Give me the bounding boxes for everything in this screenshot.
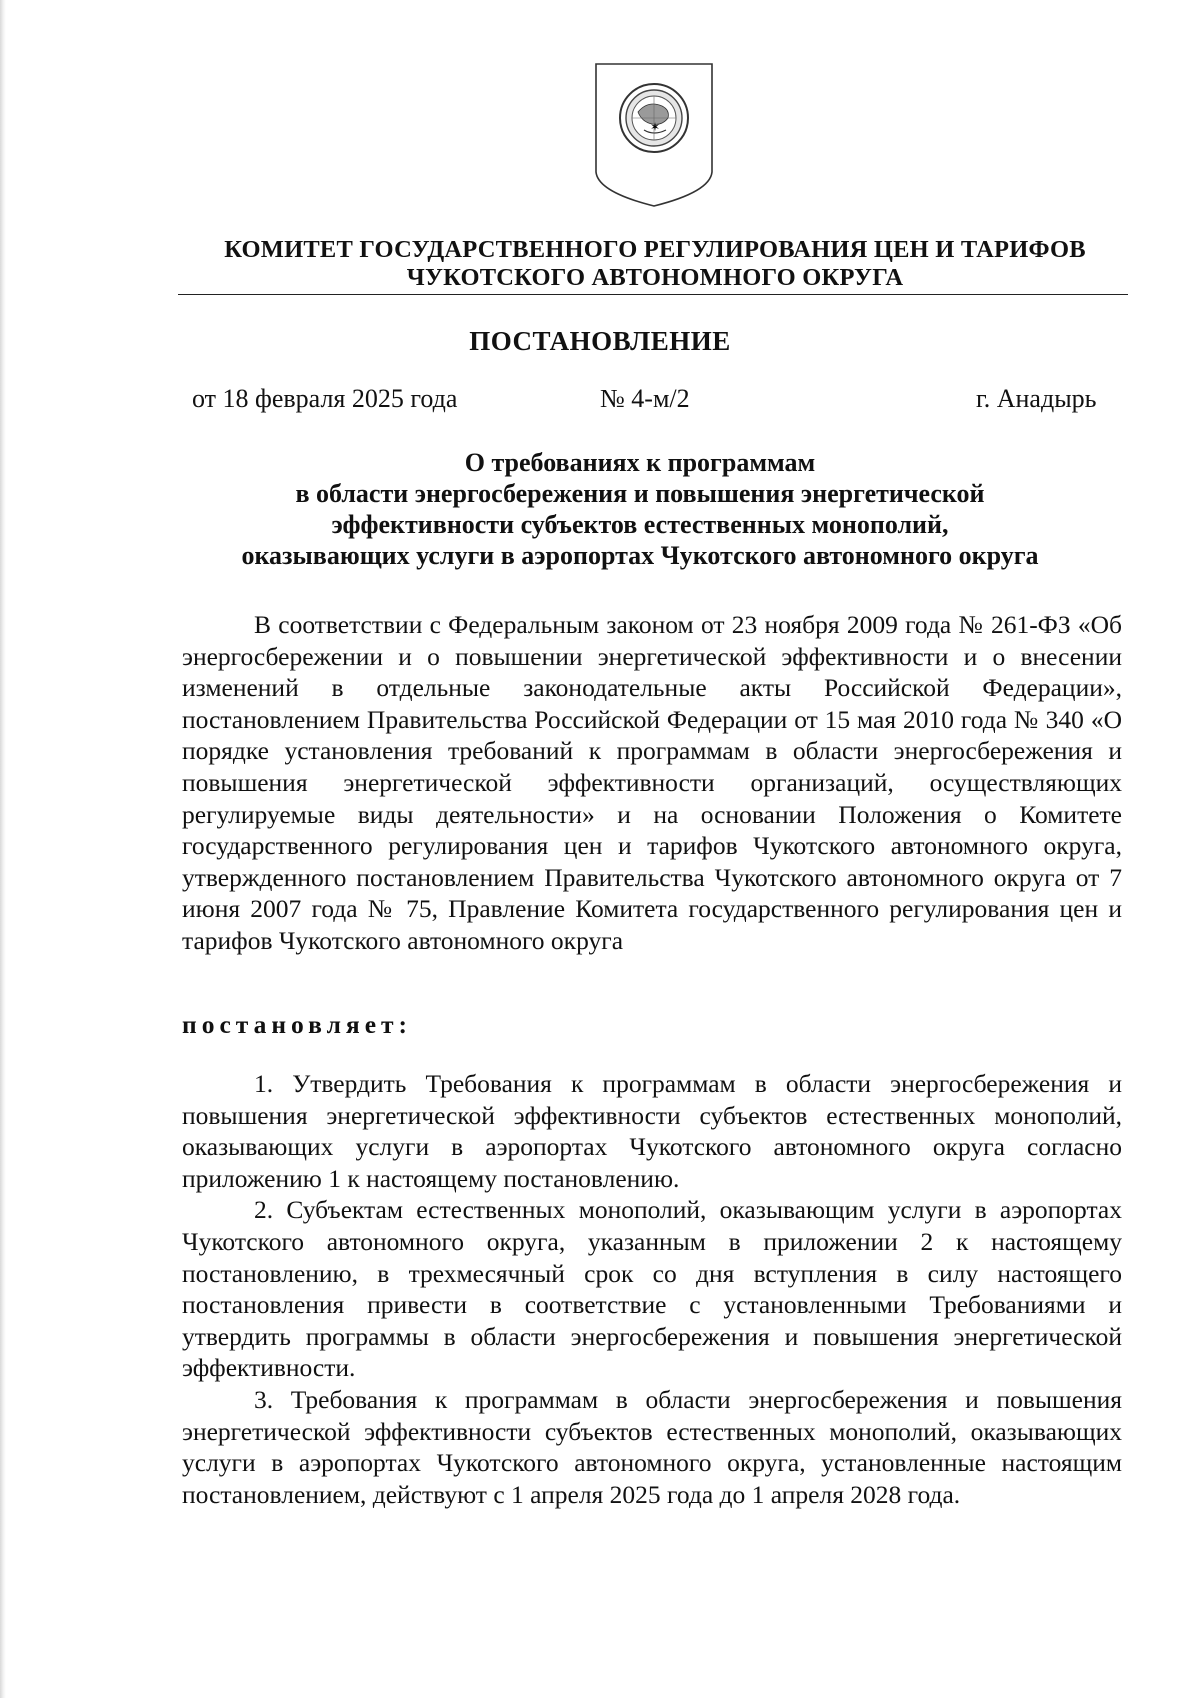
header-line-1: КОМИТЕТ ГОСУДАРСТВЕННОГО РЕГУЛИРОВАНИЯ ЦЕН И ТАРИФОВ	[224, 236, 1086, 263]
resolves-label: постановляет:	[182, 1010, 413, 1039]
resolution-items	[182, 1068, 1122, 1510]
coat-of-arms-emblem	[592, 60, 716, 210]
document-number: № 4-м/2	[600, 384, 690, 413]
document-type: ПОСТАНОВЛЕНИЕ	[469, 326, 731, 356]
resolution-item-2: 2. Субъектам естественных монополий, оказывающим услуги в аэропортах Чукотского автономного округа, указанным в приложении 2 к настоящему постановлению, в трехмесячный срок со дня вступления в силу настоящего постановления привести в соответствие с установленными Требованиями и утвердить программы в области энергосбережения и повышения энергетической эффективности.	[182, 1195, 1122, 1383]
svg-text:✶: ✶	[649, 120, 661, 134]
header-divider	[178, 294, 1128, 295]
document-date: от 18 февраля 2025 года	[192, 384, 458, 413]
title-line: эффективности субъектов естественных монополий,	[331, 510, 949, 539]
preamble	[182, 609, 1122, 957]
title-line: в области энергосбережения и повышения энергетической	[295, 479, 985, 508]
resolution-item-1: 1. Утвердить Требования к программам в области энергосбережения и повышения энергетической эффективности субъектов естественных монополий, оказывающих услуги в аэропортах Чукотского автономного округа согласно приложению 1 к настоящему постановлению.	[182, 1069, 1122, 1193]
document-place: г. Анадырь	[976, 384, 1097, 413]
header-line-2: ЧУКОТСКОГО АВТОНОМНОГО ОКРУГА	[406, 264, 904, 291]
document-title	[160, 447, 1120, 571]
title-line: оказывающих услуги в аэропортах Чукотского автономного округа	[241, 541, 1039, 570]
preamble-text: В соответствии с Федеральным законом от 23 ноября 2009 года № 261-ФЗ «Об энергосбережении и о повышении энергетической эффективности и о внесении изменений в отдельные законодательные акты Российской Федерации», постановлением Правительства Российской Федерации от 15 мая 2010 года № 340 «О порядке установления требований к программам в области энергосбережения и повышения энергетической эффективности организаций, осуществляющих регулируемые виды деятельности» и на основании Положения о Комитете государственного регулирования цен и тарифов Чукотского автономного округа, утвержденного постановлением Правительства Чукотского автономного округа от 7 июня 2007 года № 75, Правление Комитета государственного регулирования цен и тарифов Чукотского автономного округа	[182, 610, 1122, 955]
scan-edge	[0, 0, 6, 1698]
committee-header	[180, 236, 1130, 292]
title-line: О требованиях к программам	[464, 448, 816, 477]
resolution-item-3: 3. Требования к программам в области энергосбережения и повышения энергетической эффективности субъектов естественных монополий, оказывающих услуги в аэропортах Чукотского автономного округа, установленные настоящим постановлением, действуют с 1 апреля 2025 года до 1 апреля 2028 года.	[182, 1384, 1122, 1509]
